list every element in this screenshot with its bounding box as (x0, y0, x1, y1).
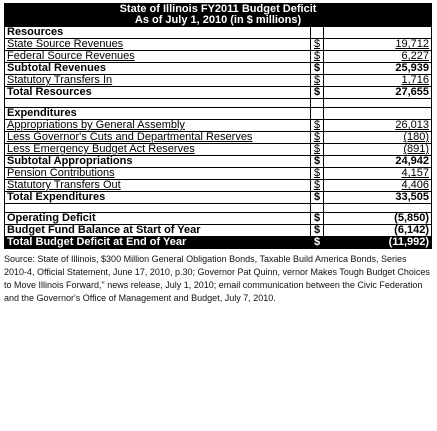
row-label: State Source Revenues (5, 39, 311, 51)
row-label: Less Emergency Budget Act Reserves (5, 144, 311, 156)
dollar-sign: $ (311, 75, 324, 87)
table-title-row (5, 4, 432, 27)
total-deficit-row (5, 237, 432, 249)
row-value: 4,157 (324, 168, 432, 180)
row-value: (891) (324, 144, 432, 156)
expenditures-header-row (5, 108, 432, 120)
row-label: Total Resources (5, 87, 311, 99)
source-note: Source: State of Illinois, $300 Million General Obligation Bonds, Taxable Build America Bonds, Series 2010-4, Official Statement, June 17, 2010, p.30; Governor Pat Quinn, vernor Makes Tough Budget Choices to Move Illinois Forward," news release, July 1, 2010; email communication between the Civic Federation and the Governor's Office of Management and Budget, July 7, 2010. (4, 254, 430, 303)
dollar-sign: $ (311, 237, 324, 249)
empty-cell (311, 99, 324, 108)
spacer-row (5, 204, 432, 213)
row-label: Appropriations by General Assembly (5, 120, 311, 132)
row-label: Subtotal Appropriations (5, 156, 311, 168)
empty-cell (5, 204, 311, 213)
row-value: 1,716 (324, 75, 432, 87)
empty-cell (324, 108, 432, 120)
budget-deficit-figure (4, 3, 431, 305)
row-value: 27,655 (324, 87, 432, 99)
dollar-sign: $ (311, 156, 324, 168)
row-label: Budget Fund Balance at Start of Year (5, 225, 311, 237)
row-value: (5,850) (324, 213, 432, 225)
row-value: 4,406 (324, 180, 432, 192)
empty-cell (311, 108, 324, 120)
table-row (5, 39, 432, 51)
resources-header-row (5, 27, 432, 39)
empty-cell (324, 99, 432, 108)
empty-cell (324, 27, 432, 39)
row-label: Operating Deficit (5, 213, 311, 225)
table-row (5, 156, 432, 168)
row-label: Total Expenditures (5, 192, 311, 204)
table-row (5, 120, 432, 132)
row-value: 6,227 (324, 51, 432, 63)
row-label: Subtotal Revenues (5, 63, 311, 75)
table-row (5, 180, 432, 192)
row-value: 24,942 (324, 156, 432, 168)
dollar-sign: $ (311, 132, 324, 144)
table-row (5, 192, 432, 204)
empty-cell (311, 27, 324, 39)
row-label: Total Budget Deficit at End of Year (5, 237, 311, 249)
dollar-sign: $ (311, 168, 324, 180)
title-line-1: State of Illinois FY2011 Budget Deficit (119, 3, 317, 15)
table-title (5, 4, 432, 27)
row-value: (11,992) (324, 237, 432, 249)
resources-header: Resources (5, 27, 311, 39)
row-label: Statutory Transfers Out (5, 180, 311, 192)
dollar-sign: $ (311, 39, 324, 51)
budget-deficit-table (4, 3, 432, 249)
row-value: (6,142) (324, 225, 432, 237)
dollar-sign: $ (311, 192, 324, 204)
table-row (5, 87, 432, 99)
table-row (5, 225, 432, 237)
row-label: Federal Source Revenues (5, 51, 311, 63)
row-value: 26,013 (324, 120, 432, 132)
dollar-sign: $ (311, 51, 324, 63)
empty-cell (311, 204, 324, 213)
row-value: (180) (324, 132, 432, 144)
dollar-sign: $ (311, 213, 324, 225)
empty-cell (5, 99, 311, 108)
dollar-sign: $ (311, 87, 324, 99)
row-value: 33,505 (324, 192, 432, 204)
empty-cell (324, 204, 432, 213)
table-row (5, 132, 432, 144)
expenditures-header: Expenditures (5, 108, 311, 120)
table-row (5, 75, 432, 87)
spacer-row (5, 99, 432, 108)
dollar-sign: $ (311, 120, 324, 132)
row-value: 25,939 (324, 63, 432, 75)
row-value: 19,712 (324, 39, 432, 51)
dollar-sign: $ (311, 144, 324, 156)
row-label: Less Governor's Cuts and Departmental Reserves (5, 132, 311, 144)
dollar-sign: $ (311, 180, 324, 192)
dollar-sign: $ (311, 63, 324, 75)
row-label: Statutory Transfers In (5, 75, 311, 87)
table-row (5, 144, 432, 156)
table-row (5, 51, 432, 63)
row-label: Pension Contributions (5, 168, 311, 180)
dollar-sign: $ (311, 225, 324, 237)
table-row (5, 213, 432, 225)
table-row (5, 168, 432, 180)
table-row (5, 63, 432, 75)
title-line-2: As of July 1, 2010 (in $ millions) (134, 14, 302, 26)
